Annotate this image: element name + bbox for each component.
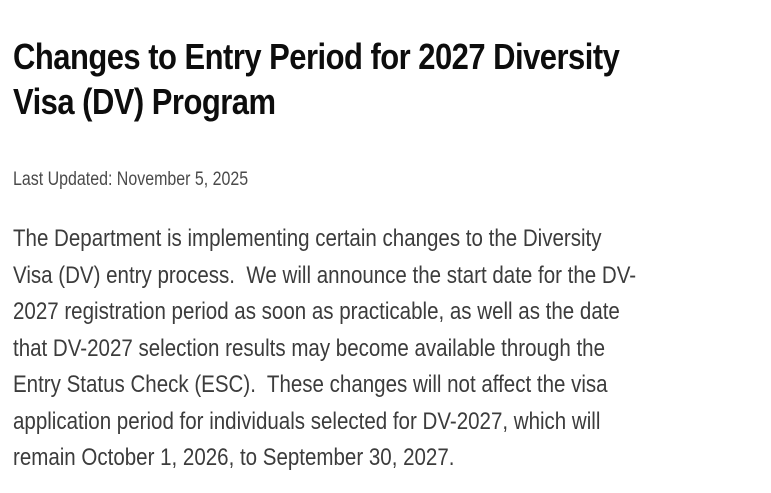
- paragraph-line: that DV-2027 selection results may become available through the: [13, 334, 606, 362]
- page-title: [13, 0, 770, 124]
- last-updated-date: Last Updated: November 5, 2025: [13, 169, 249, 190]
- article-body-paragraph: [13, 221, 765, 477]
- paragraph-line: application period for individuals selected for DV-2027, which will: [13, 407, 601, 435]
- paragraph-line: Entry Status Check (ESC). These changes will not affect the visa: [13, 371, 608, 398]
- page-title-line-1: Changes to Entry Period for 2027 Diversity: [13, 36, 620, 77]
- paragraph-line: The Department is implementing certain changes to the Diversity: [13, 225, 602, 252]
- paragraph-line: 2027 registration period as soon as practicable, as well as the date: [13, 298, 620, 325]
- paragraph-line: remain October 1, 2026, to September 30, 2027.: [13, 444, 455, 471]
- page-title-line-2: Visa (DV) Program: [13, 81, 276, 122]
- paragraph-line: Visa (DV) entry process. We will announce the start date for the DV-: [13, 261, 637, 289]
- article: [13, 0, 768, 471]
